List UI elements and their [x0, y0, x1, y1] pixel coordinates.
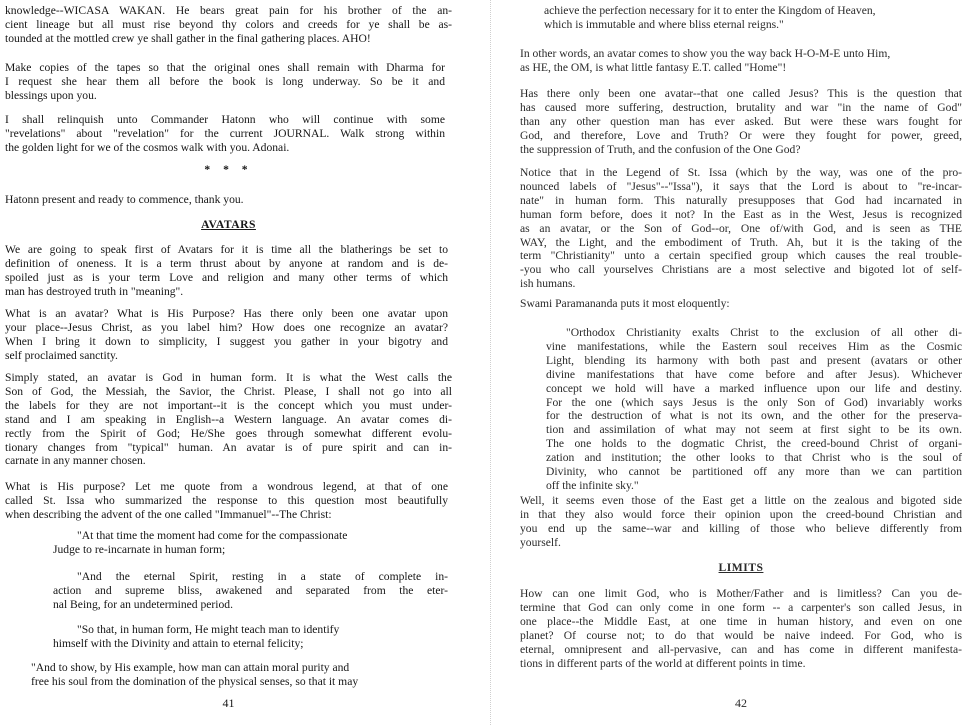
text-line: Son of God, the Messiah, the Savior, the Christ. Please, I shall not go into all — [5, 384, 452, 398]
text-line: zation and institution; the other looks to that Christ who is the soul of — [546, 451, 962, 465]
text-line: spoiled just as is your term Love and religion and many other terms of which — [5, 270, 448, 284]
paragraph — [520, 47, 962, 75]
text-line: called St. Issa who summarized the response to this question most beautifully — [5, 493, 448, 507]
text-line: in that they also would force their opinion upon the creed-bound Christian and — [520, 507, 962, 521]
text-line: the golden light for we of the cosmos walk with you. Adonai. — [5, 140, 290, 154]
page-number: 42 — [735, 696, 747, 710]
text-line: when describing the advent of the one called "Immanuel"--The Christ: — [5, 507, 332, 521]
text-line: concept we hold will have a marked influence upon our life and destiny. — [546, 381, 962, 395]
text-line: the labels for they are not important--it is the concept which you must under- — [5, 398, 452, 412]
quote-continuation — [544, 4, 962, 32]
text-line: eternal, omnipresent and all-pervasive, can and has come in different manifesta- — [520, 642, 962, 656]
paragraph — [5, 113, 445, 155]
text-line: ish humans. — [520, 277, 576, 291]
section-heading-limits: LIMITS — [718, 561, 764, 574]
text-line: carnate in any manner chosen. — [5, 454, 146, 468]
page-gutter — [490, 0, 491, 725]
text-line: action and supreme bliss, awakened and separated from the eter- — [53, 583, 448, 597]
section-separator: * * * — [204, 163, 253, 176]
paragraph — [5, 371, 452, 468]
paragraph — [5, 307, 448, 363]
text-line: "revelations" about "revelation" for the current JOURNAL. Walk strong within — [5, 126, 445, 140]
text-line: self proclaimed sanctity. — [5, 348, 118, 362]
page-42 — [520, 0, 962, 725]
text-line: you end up the same--war and killing of those who believe differently from — [520, 521, 962, 535]
text-line: nounced labels of "Jesus"--"Issa"), it says that the Lord is about to "re-incar- — [520, 179, 962, 193]
quote-paragraph — [31, 661, 448, 689]
text-line: planet? Of course not; to do that would be naive indeed. For God, who is — [520, 628, 962, 642]
paragraph — [5, 4, 452, 46]
text-line: human form before, does it not? In the East as in the West, Jesus is recognized — [520, 207, 962, 221]
text-line: Divinity, who cannot be partitioned off any more than we can partition — [546, 465, 962, 479]
text-line: cient lineage but all must rise beyond thy colors and creeds for ye shall be as- — [5, 17, 452, 31]
text-line: as HE, the OM, is what little fantasy E.T. called "Home"! — [520, 60, 787, 74]
text-line: tions in different parts of the world at different points in time. — [520, 656, 806, 670]
text-line: term "Christianity" unto a certain specified group which causes the real trouble- — [520, 249, 962, 263]
text-line: Simply stated, an avatar is God in human form. It is what the West calls the — [5, 371, 452, 384]
text-line: -you who call yourselves Christians are a most selective and bigoted lot of self- — [520, 263, 962, 277]
text-line: divine manifestations that have come before and after Jesus). Whichever — [546, 367, 962, 381]
paragraph — [5, 480, 448, 522]
text-line: For the one (which says Jesus is the only Son of God) invariably works — [546, 395, 962, 409]
text-line: vine manifestations, while the Eastern soul receives Him as the Cosmic — [546, 339, 962, 353]
text-line: Light, blending its harmony with both past and present (avatars or other — [546, 353, 962, 367]
text-line: achieve the perfection necessary for it to enter the Kingdom of Heaven, — [544, 4, 876, 17]
page-41 — [5, 0, 452, 725]
text-line: the suppression of Truth, and the confusion of the One God? — [520, 142, 801, 156]
section-heading-avatars: AVATARS — [201, 218, 256, 231]
text-line: God, and therefore, Love and Truth? Or were they fought for power, greed, — [520, 128, 962, 142]
quote-paragraph — [53, 529, 448, 557]
text-line: I request she hear them all before the book is long underway. So be it and — [5, 74, 445, 88]
text-line: When I bring it down to simplicity, I suggest you gather in your bigotry and — [5, 334, 448, 348]
text-line: In other words, an avatar comes to show you the way back H-O-M-E unto Him, — [520, 47, 891, 60]
block-quote — [546, 326, 962, 493]
paragraph — [520, 166, 962, 291]
text-line: The one holds to the dogmatic Christ, the creed-bound Christ of organi- — [546, 437, 962, 451]
text-line: tion and assimilation of what may not seem at first sight to be its own. — [546, 423, 962, 437]
text-line: I shall relinquish unto Commander Hatonn who will continue with some — [5, 113, 445, 126]
text-line: has caused more suffering, destruction, brutality and war "in the name of God" — [520, 100, 962, 114]
text-line: "And the eternal Spirit, resting in a state of complete in- — [77, 570, 448, 583]
text-line: which is immutable and where bliss eternal reigns." — [544, 17, 784, 31]
text-line: as an avatar, or the Son of God--or, One of/with God, and is seen as THE — [520, 221, 962, 235]
quote-paragraph — [53, 623, 448, 651]
paragraph — [520, 494, 962, 550]
text-line: than any other question man has ever asked. But were these wars fought for — [520, 114, 962, 128]
text-line: tionary changes from "typical" human. An avatar is of pure spirit and can in- — [5, 440, 452, 454]
text-line: Notice that in the Legend of St. Issa (which by the way, was one of the pro- — [520, 166, 962, 179]
text-line: We are going to speak first of Avatars for it is time all the blatherings be set to — [5, 243, 448, 256]
text-line: stand and I am speaking in English--a Western language. An avatar comes di- — [5, 412, 452, 426]
paragraph — [520, 87, 962, 157]
text-line: tounded at the mottled crew ye shall gather in the final gathering places. AHO! — [5, 31, 371, 45]
paragraph: Hatonn present and ready to commence, thank you. — [5, 193, 244, 206]
text-line: one place--the Middle East, at one time in human history, and even on one — [520, 614, 962, 628]
text-line: off the infinite sky." — [546, 478, 639, 492]
text-line: himself with the Divinity and attain to eternal felicity; — [53, 636, 304, 650]
paragraph — [520, 587, 962, 670]
text-line: Well, it seems even those of the East get a little on the zealous and bigoted side — [520, 494, 962, 507]
text-line: Has there only been one avatar--that one called Jesus? This is the question that — [520, 87, 962, 100]
text-line: blessings upon you. — [5, 88, 97, 102]
text-line: "So that, in human form, He might teach man to identify — [77, 623, 340, 636]
paragraph — [5, 243, 448, 299]
text-line: definition of oneness. It is a term thrust about by anyone at random and is de- — [5, 256, 448, 270]
text-line: free his soul from the domination of the physical senses, so that it may — [31, 674, 359, 688]
text-line: your place--Jesus Christ, as you label him? How does one recognize an avatar? — [5, 320, 448, 334]
text-line: "At that time the moment had come for the compassionate — [77, 529, 348, 542]
paragraph — [5, 61, 445, 103]
text-line: for the destruction of what is not its own, and the other for the preserva- — [546, 409, 962, 423]
text-line: What is an avatar? What is His Purpose? Has there only been one avatar upon — [5, 307, 448, 320]
text-line: man has destroyed truth in "meaning". — [5, 284, 184, 298]
quote-paragraph — [53, 570, 448, 612]
text-line: How can one limit God, who is Mother/Father and is limitless? Can you de- — [520, 587, 962, 600]
text-line: What is His purpose? Let me quote from a wondrous legend, at that of one — [5, 480, 448, 493]
text-line: nate" in human form. This naturally presupposes that God had incarnated in — [520, 193, 962, 207]
text-line: "Orthodox Christianity exalts Christ to the exclusion of all other di- — [566, 326, 962, 339]
text-line: rectly from the Spirit of God; He/She goes through somewhat different evolu- — [5, 426, 452, 440]
text-line: nal Being, for an undetermined period. — [53, 597, 233, 611]
text-line: knowledge--WICASA WAKAN. He bears great pain for his brother of the an- — [5, 4, 452, 17]
text-line: WAY, the Light, and the embodiment of Truth. Ah, but it is the taking of the — [520, 235, 962, 249]
paragraph: Swami Paramananda puts it most eloquently: — [520, 297, 730, 310]
page-number: 41 — [222, 696, 235, 710]
text-line: "And to show, by His example, how man can attain moral purity and — [31, 661, 350, 674]
text-line: yourself. — [520, 535, 561, 549]
text-line: Judge to re-incarnate in human form; — [53, 542, 226, 556]
text-line: Make copies of the tapes so that the original ones shall remain with Dharma for — [5, 61, 445, 74]
text-line: termine that God can only come in one form -- a carpenter's son called Jesus, in — [520, 600, 962, 614]
